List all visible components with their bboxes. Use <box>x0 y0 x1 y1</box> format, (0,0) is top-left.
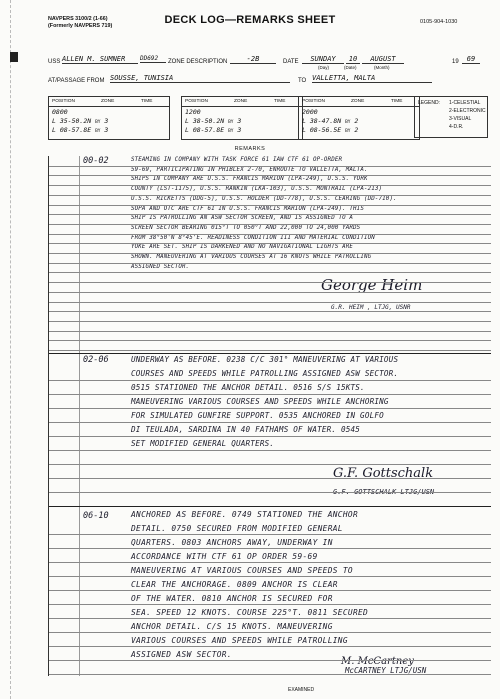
signature: G.F. Gottschalk <box>333 466 434 481</box>
ruled-line <box>49 534 491 535</box>
ship-name: ALLEN M. SUMNER <box>62 55 138 64</box>
entry-line: ACCORDANCE WITH CTF 61 OP ORDER 59-69 <box>131 552 318 561</box>
entry-line: SET MODIFIED GENERAL QUARTERS. <box>131 439 275 448</box>
remarks-area <box>48 156 491 676</box>
entry-line: VARIOUS COURSES AND SPEEDS WHILE PATROLLING <box>131 636 348 645</box>
ruled-line <box>49 632 491 633</box>
zone-value: -2B <box>230 55 276 64</box>
legend-item: 3-VISUAL <box>449 116 472 122</box>
ruled-line <box>49 214 491 215</box>
ruled-line <box>49 450 491 451</box>
ruled-line <box>49 224 491 225</box>
ruled-line <box>49 185 491 186</box>
entry-line: FROM 38°50'N 8°45'E. READINESS CONDITION III AND MATERIAL CONDITION <box>131 234 375 241</box>
entry-line: YOKE ARE SET. SHIP IS DARKENED AND NO NAVIGATIONAL LIGHTS ARE <box>131 244 354 251</box>
ruled-line <box>49 195 491 196</box>
entry-line: SEA. SPEED 12 KNOTS. COURSE 225°T. 0811 SECURED <box>131 608 369 617</box>
entry-line: SOPA AND OTC ARE CTF 61 IN U.S.S. FRANCIS MARION (LPA-249). THIS <box>131 205 364 212</box>
entry-line: COURSES AND SPEEDS WHILE PATROLLING ASSIGNED ASW SECTOR. <box>131 369 399 378</box>
ruled-line <box>49 282 491 283</box>
entry-line: MANEUVERING VARIOUS COURSES AND SPEEDS WHILE ANCHORING <box>131 397 389 406</box>
entry-line: ANCHORED AS BEFORE. 0749 STATIONED THE ANCHOR <box>131 510 358 519</box>
entry-line: DETAIL. 0750 SECURED FROM MODIFIED GENERAL <box>131 524 343 533</box>
ruled-line <box>49 576 491 577</box>
entry-line: QUARTERS. 0803 ANCHORS AWAY, UNDERWAY IN <box>131 538 333 547</box>
ruled-line <box>49 422 491 423</box>
position-lat: L 35-50.2N BY 3 <box>52 117 109 125</box>
ruled-line <box>49 175 491 176</box>
position-lat: L 38-47.8N BY 2 <box>302 117 359 125</box>
position-box-header: POSITION ZONE TIME <box>49 97 169 107</box>
ruled-line <box>49 321 491 322</box>
position-lon: L 08-57.8E BY 3 <box>52 126 109 134</box>
ruled-line <box>49 166 491 167</box>
date-value: 10 <box>346 55 360 64</box>
legend-item: 4-D.R. <box>449 124 464 130</box>
entry-line: COUNTY (LST-1175), U.S.S. RANKIN (LKA-103), U.S.S. MONTRAIL (LPA-213) <box>131 186 383 193</box>
entry-time: 00-02 <box>83 156 109 166</box>
ruled-line <box>49 302 491 303</box>
entry-line: MANEUVERING AT VARIOUS COURSES AND SPEEDS TO <box>131 566 353 575</box>
position-box-header: POSITION ZONE TIME <box>299 97 419 107</box>
ruled-line <box>49 646 491 647</box>
position-box-1200 <box>181 96 303 140</box>
ruled-line <box>49 674 491 675</box>
passage-to: VALLETTA, MALTA <box>312 74 432 83</box>
position-lat: L 38-50.2N BY 3 <box>185 117 242 125</box>
entry-line: SCREEN SECTOR BEARING 015°T TO 050°T AND 22,000 TO 24,000 YARDS <box>131 224 361 231</box>
ruled-line <box>49 604 491 605</box>
punch-mark <box>10 52 18 62</box>
position-box-header: POSITION ZONE TIME <box>182 97 302 107</box>
position-lon: L 08-56.5E BY 2 <box>302 126 359 134</box>
year-value: 69 <box>462 55 480 64</box>
position-box-0800 <box>48 96 170 140</box>
entry-line: SHOWN. MANEUVERING AT VARIOUS COURSES AT 16 KNOTS WHILE PATROLLING <box>131 254 372 260</box>
entry-line: 0515 STATIONED THE ANCHOR DETAIL. 0516 S/S 15KTS. <box>131 383 365 392</box>
date-caption: (Date) <box>344 65 357 70</box>
position-time: 2000 <box>302 108 318 116</box>
examined-label: EXAMINED <box>288 687 315 693</box>
binding-edge <box>4 0 11 699</box>
legend-item: 2-ELECTRONIC <box>449 108 486 114</box>
ruled-line <box>49 243 491 244</box>
legend-title: LEGEND: <box>418 100 440 106</box>
entry-line: FOR SIMULATED GUNFIRE SUPPORT. 0535 ANCHORED IN GOLFO <box>131 411 384 420</box>
fix-legend <box>414 96 488 138</box>
ruled-line <box>49 548 491 549</box>
hull-number: DD692 <box>140 55 166 63</box>
signer-name: G.F. GOTTSCHALK LTJG/USN <box>333 488 435 496</box>
ruled-line <box>49 436 491 437</box>
ruled-line <box>49 272 491 273</box>
entry-line: ASSIGNED SECTOR. <box>131 263 190 270</box>
ruled-line <box>49 205 491 206</box>
signature: George Heim <box>321 276 423 294</box>
ruled-line <box>49 660 491 661</box>
ruled-line <box>49 253 491 254</box>
entry-line: U.S.S. RICKETTS (DDG-5), U.S.S. HOLDER (DD-778), U.S.S. CEARING (DD-710). <box>131 195 397 202</box>
zone-label: ZONE DESCRIPTION <box>168 59 228 65</box>
day-value: SUNDAY <box>302 55 344 64</box>
form-number-current: NAVPERS 3100/2 (1-66) <box>48 16 108 22</box>
ruled-line <box>49 478 491 479</box>
position-time: 0800 <box>52 108 68 116</box>
position-lon: L 08-57.8E BY 3 <box>185 126 242 134</box>
ruled-line <box>49 292 491 293</box>
entry-line: CLEAR THE ANCHORAGE. 0809 ANCHOR IS CLEAR <box>131 580 338 589</box>
entry-line: ANCHOR DETAIL. C/S 15 KNOTS. MANEUVERING <box>131 622 333 631</box>
passage-to-label: TO <box>298 78 307 84</box>
entry-line: 59-69, PARTICIPATING IN PHIBLEX 2-70, ENROUTE TO VALLETTA, MALTA. <box>131 166 368 173</box>
date-label: DATE <box>283 59 299 65</box>
year-prefix: 19 <box>452 59 459 65</box>
entry-line: UNDERWAY AS BEFORE. 0238 C/C 301° MANEUVERING AT VARIOUS <box>131 355 399 364</box>
sheet-title: DECK LOG—REMARKS SHEET <box>164 14 336 26</box>
entry-line: SHIP IS PATROLLING AN ASW SECTOR SCREEN, AND IS ASSIGNED TO A <box>131 215 354 222</box>
ruled-line <box>49 263 491 264</box>
ruled-line <box>49 350 491 351</box>
entry-line: DI TEULADA, SARDINA IN 40 FATHAMS OF WATER. 0545 <box>131 425 361 434</box>
form-number-previous: (Formerly NAVPERS 719) <box>48 23 113 29</box>
month-caption: (Month) <box>374 65 390 70</box>
month-value: AUGUST <box>362 55 404 64</box>
uss-label: USS <box>48 59 61 65</box>
ruled-line <box>49 234 491 235</box>
ruled-line <box>49 394 491 395</box>
ruled-line <box>49 590 491 591</box>
position-time: 1200 <box>185 108 201 116</box>
ruled-line <box>49 618 491 619</box>
ruled-line <box>49 340 491 341</box>
signer-name: G.R. HEIM , LTJG, USNR <box>331 304 411 311</box>
entry-line: STEAMING IN COMPANY WITH TASK FORCE 61 IAW CTF 61 OP-ORDER <box>131 157 343 163</box>
entry-time: 06-10 <box>83 511 109 521</box>
ruled-line <box>49 331 491 332</box>
entry-separator <box>49 353 491 354</box>
legend-item: 1-CELESTIAL <box>449 100 481 106</box>
entry-line: OF THE WATER. 0810 ANCHOR IS SECURED FOR <box>131 594 333 603</box>
entry-line: ASSIGNED ASW SECTOR. <box>131 650 232 659</box>
remarks-heading: REMARKS <box>234 146 266 152</box>
passage-from: SOUSSE, TUNISIA <box>110 74 290 83</box>
passage-label: AT/PASSAGE FROM <box>48 78 105 84</box>
entry-line: SHIPS IN COMPANY ARE U.S.S. FRANCIS MARION (LPA-249), U.S.S. YORK <box>131 176 368 183</box>
day-caption: (Day) <box>318 65 329 70</box>
ruled-line <box>49 380 491 381</box>
ruled-line <box>49 408 491 409</box>
stock-number: 0105-904-1030 <box>420 19 458 25</box>
ruled-line <box>49 492 491 493</box>
legend-items <box>449 99 486 131</box>
entry-separator <box>49 506 491 507</box>
ruled-line <box>49 311 491 312</box>
ruled-line <box>49 562 491 563</box>
signer-name: McCARTNEY LTJG/USN <box>345 666 427 675</box>
signature: M. McCartney <box>341 656 414 667</box>
position-box-2000 <box>298 96 420 140</box>
entry-time: 02-06 <box>83 355 109 365</box>
ruled-line <box>49 464 491 465</box>
